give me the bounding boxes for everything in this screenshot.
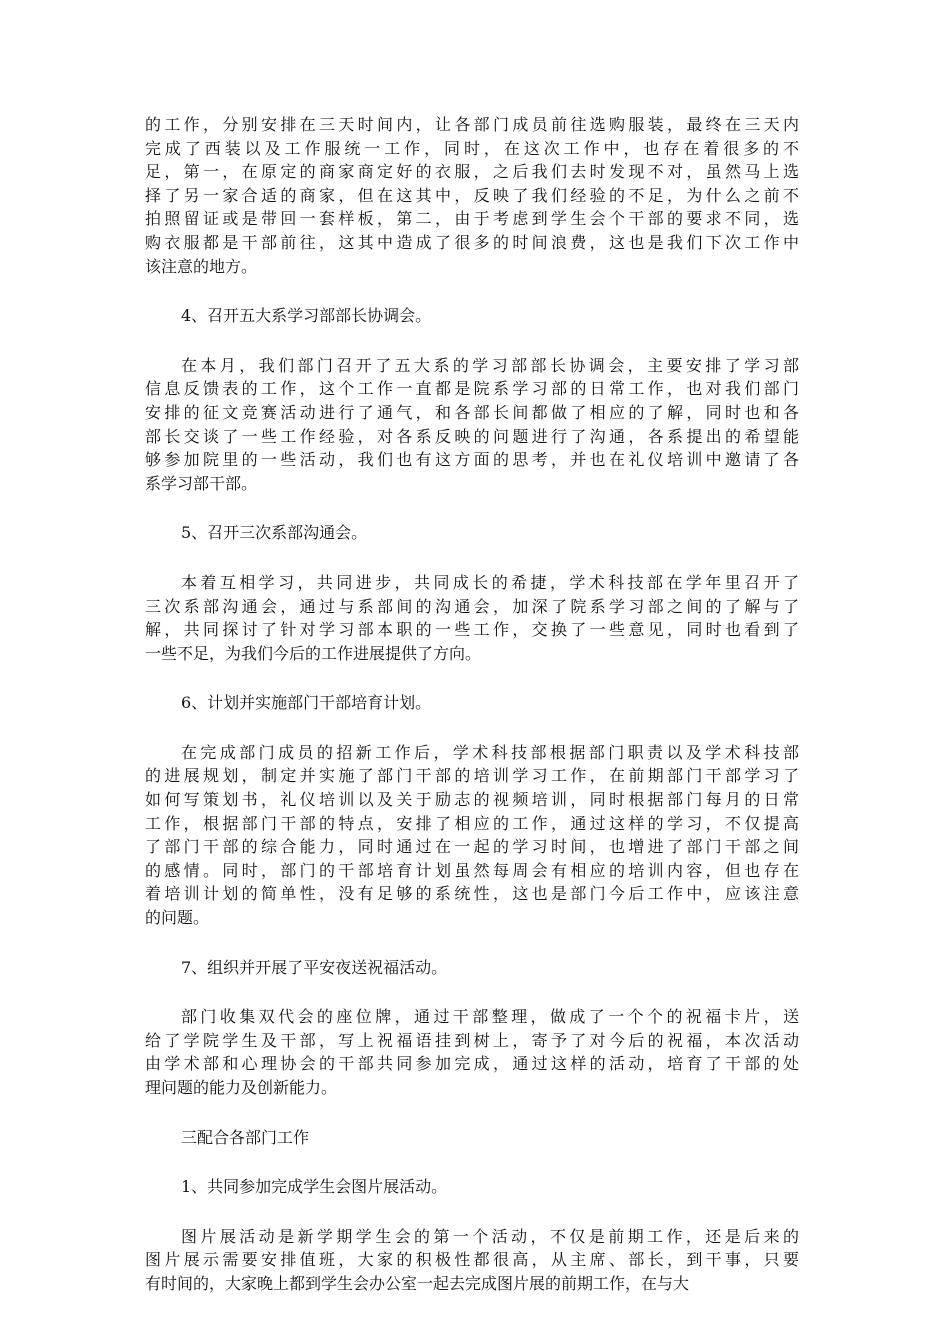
text-line: 6、计划并实施部门干部培育计划。 bbox=[181, 693, 432, 713]
section-heading bbox=[145, 956, 799, 980]
text-line: 1、共同参加完成学生会图片展活动。 bbox=[181, 1177, 448, 1197]
text-line: 一些不足，为我们今后的工作进展提供了方向。 bbox=[145, 643, 482, 663]
text-line: 由学术部和心理协会的干部共同参加完成，通过这样的活动，培育了干部的处 bbox=[145, 1054, 799, 1074]
text-line: 的工作，分别安排在三天时间内，让各部门成员前往选购服装，最终在三天内 bbox=[145, 115, 799, 134]
text-line: 安排的征文竞赛活动进行了通气，和各部长间都做了相应的了解，同时也和各 bbox=[145, 402, 799, 422]
text-line: 购衣服都是干部前往，这其中造成了很多的时间浪费，这也是我们下次工作中 bbox=[145, 232, 799, 252]
document-body bbox=[145, 113, 799, 1296]
text-line: 了部门干部的综合能力，同时通过在一起的学习时间，也增进了部门干部之间 bbox=[145, 837, 799, 857]
text-line: 有时间的，大家晚上都到学生会办公室一起去完成图片展的前期工作，在与大 bbox=[145, 1273, 690, 1293]
text-paragraph bbox=[145, 1005, 799, 1099]
text-line: 拍照留证或是带回一套样板，第二，由于考虑到学生会个干部的要求不同，选 bbox=[145, 209, 799, 229]
paragraph-spacing bbox=[145, 930, 799, 956]
text-line: 信息反馈表的工作，这个工作一直都是院系学习部的日常工作，也对我们部门 bbox=[145, 379, 799, 399]
paragraph-spacing bbox=[145, 278, 799, 304]
text-line: 给了学院学生及干部，写上祝福语挂到树上，寄予了对今后的祝福，本次活动 bbox=[145, 1030, 799, 1050]
section-heading bbox=[145, 304, 799, 328]
text-paragraph bbox=[145, 113, 799, 278]
section-heading bbox=[145, 1175, 799, 1199]
text-line: 三配合各部门工作 bbox=[181, 1127, 310, 1147]
text-line: 完成了西装以及工作服统一工作，同时，在这次工作中，也存在着很多的不 bbox=[145, 138, 799, 158]
text-line: 系学习部干部。 bbox=[145, 473, 258, 493]
text-line: 如何写策划书，礼仪培训以及关于励志的视频培训，同时根据部门每月的日常 bbox=[145, 790, 799, 810]
text-line: 图片展活动是新学期学生会的第一个活动，不仅是前期工作，还是后来的 bbox=[181, 1226, 799, 1246]
text-line: 7、组织并开展了平安夜送祝福活动。 bbox=[181, 957, 448, 977]
text-line: 5、召开三次系部沟通会。 bbox=[181, 523, 368, 543]
text-line: 的进展规划，制定并实施了部门干部的培训学习工作，在前期部门干部学习了 bbox=[145, 766, 799, 786]
text-line: 本着互相学习，共同进步，共同成长的希捷，学术科技部在学年里召开了 bbox=[181, 572, 799, 592]
text-line: 部长交谈了一些工作经验，对各系反映的问题进行了沟通，各系提出的希望能 bbox=[145, 426, 799, 446]
document-page bbox=[145, 113, 799, 1296]
text-line: 在完成部门成员的招新工作后，学术科技部根据部门职责以及学术科技部 bbox=[181, 742, 799, 762]
text-line: 工作，根据部门干部的特点，安排了相应的工作，通过这样的学习，不仅提高 bbox=[145, 813, 799, 833]
text-line: 在本月，我们部门召开了五大系的学习部部长协调会，主要安排了学习部 bbox=[181, 355, 799, 375]
paragraph-spacing bbox=[145, 715, 799, 741]
text-paragraph bbox=[145, 741, 799, 930]
text-paragraph bbox=[145, 354, 799, 496]
paragraph-spacing bbox=[145, 665, 799, 691]
text-line: 的问题。 bbox=[145, 908, 210, 928]
text-paragraph bbox=[145, 1225, 799, 1296]
text-paragraph bbox=[145, 571, 799, 665]
text-line: 该注意的地方。 bbox=[145, 256, 258, 276]
text-line: 图片展示需要安排值班，大家的积极性都很高，从主席、部长，到干事，只要 bbox=[145, 1250, 799, 1270]
text-line: 理问题的能力及创新能力。 bbox=[145, 1078, 338, 1097]
paragraph-spacing bbox=[145, 495, 799, 521]
text-line: 足，第一，在原定的商家商定好的衣服，之后我们去时发现不对，虽然马上选 bbox=[145, 162, 799, 182]
text-line: 够参加院里的一些活动，我们也有这方面的思考，并也在礼仪培训中邀请了各 bbox=[145, 450, 799, 470]
paragraph-spacing bbox=[145, 328, 799, 354]
text-line: 着培训计划的简单性，没有足够的系统性，这也是部门今后工作中，应该注意 bbox=[145, 884, 799, 904]
paragraph-spacing bbox=[145, 1100, 799, 1126]
text-line: 的感情。同时，部门的干部培育计划虽然每周会有相应的培训内容，但也存在 bbox=[145, 860, 799, 880]
section-heading bbox=[145, 1126, 799, 1150]
paragraph-spacing bbox=[145, 979, 799, 1005]
text-line: 择了另一家合适的商家，但在这其中，反映了我们经验的不足，为什么之前不 bbox=[145, 185, 799, 205]
text-line: 部门收集双代会的座位牌，通过干部整理，做成了一个个的祝福卡片，送 bbox=[181, 1007, 799, 1027]
paragraph-spacing bbox=[145, 1149, 799, 1175]
text-line: 解，共同探讨了针对学习部本职的一些工作，交换了一些意见，同时也看到了 bbox=[145, 620, 799, 640]
paragraph-spacing bbox=[145, 545, 799, 571]
text-line: 4、召开五大系学习部部长协调会。 bbox=[181, 306, 432, 326]
section-heading bbox=[145, 691, 799, 715]
section-heading bbox=[145, 521, 799, 545]
text-line: 三次系部沟通会，通过与系部间的沟通会，加深了院系学习部之间的了解与了 bbox=[145, 596, 799, 616]
paragraph-spacing bbox=[145, 1199, 799, 1225]
